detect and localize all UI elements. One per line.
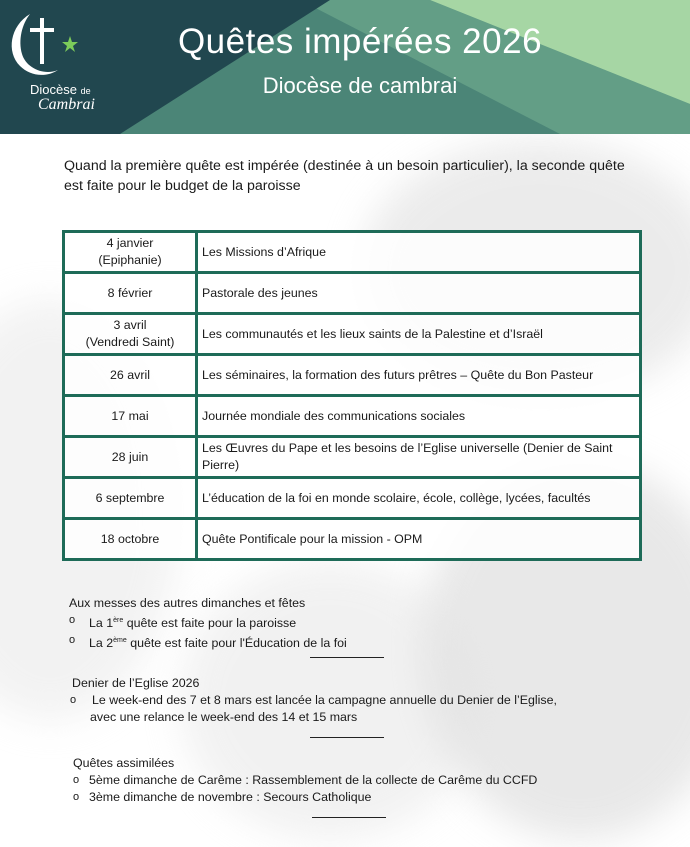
logo-city: Cambrai	[38, 96, 95, 113]
purpose-cell: Les Missions d’Afrique	[202, 244, 326, 259]
date-cell: 18 octobre	[65, 520, 198, 558]
list-item: o 3ème dimanche de novembre : Secours Catholique	[73, 790, 372, 804]
list-item: o La 2ème quête est faite pour l'Éducation de la foi	[69, 634, 347, 650]
date-cell: 4 janvier (Epiphanie)	[65, 233, 198, 271]
bullet-icon: o	[73, 791, 80, 803]
list-item: o 5ème dimanche de Carême : Rassemblement de la collecte de Carême du CCFD	[73, 773, 538, 787]
quetes-table	[62, 230, 642, 561]
assimilees-section	[73, 755, 653, 806]
purpose-cell: Pastorale des jeunes	[202, 285, 318, 300]
bullet-icon: o	[69, 614, 76, 626]
list-item: o La 1ère quête est faite pour la paroisse	[69, 614, 297, 630]
date-cell: 8 février	[65, 274, 198, 312]
table-row	[65, 397, 639, 438]
date-cell: 26 avril	[65, 356, 198, 394]
purpose-cell: Quête Pontificale pour la mission - OPM	[202, 531, 423, 546]
denier-section	[72, 675, 652, 726]
date-cell: 28 juin	[65, 438, 198, 476]
section-heading: Denier de l’Eglise 2026	[72, 676, 200, 690]
purpose-cell: Journée mondiale des communications sociales	[202, 408, 466, 423]
table-row	[65, 520, 639, 558]
section-heading: Aux messes des autres dimanches et fêtes	[69, 596, 306, 610]
page-title: Quêtes impérées 2026	[177, 22, 543, 61]
list-item: o Le week-end des 7 et 8 mars est lancée la campagne annuelle du Denier de l’Eglise,	[70, 693, 557, 707]
table-row	[65, 356, 639, 397]
purpose-cell: Les communautés et les lieux saints de la Palestine et d’Israël	[202, 326, 543, 341]
bullet-icon: o	[70, 694, 77, 706]
list-item-continuation: avec une relance le week-end des 14 et 15 mars	[90, 710, 358, 724]
separator-line	[310, 737, 384, 738]
table-row	[65, 479, 639, 520]
date-cell: 17 mai	[65, 397, 198, 435]
bullet-icon: o	[73, 774, 80, 786]
page-subtitle: Diocèse de cambrai	[262, 73, 458, 98]
table-row	[65, 233, 639, 274]
star-icon	[62, 36, 78, 52]
banner-background	[0, 0, 690, 134]
table-row	[65, 315, 639, 356]
intro-paragraph: Quand la première quête est impérée (destinée à un besoin particulier), la seconde quête est faite pour le budget de la paroisse	[64, 158, 625, 194]
separator-line	[310, 657, 384, 658]
separator-line	[312, 817, 386, 818]
date-cell: 6 septembre	[65, 479, 198, 517]
purpose-cell: Les séminaires, la formation des futurs prêtres – Quête du Bon Pasteur	[202, 367, 594, 382]
header-banner	[0, 0, 690, 134]
other-sundays-section	[69, 595, 629, 652]
logo-wordmark: Diocèse de	[30, 82, 91, 97]
table-row	[65, 274, 639, 315]
purpose-cell: L’éducation de la foi en monde scolaire, école, collège, lycées, facultés	[202, 490, 591, 505]
purpose-cell: Les Œuvres du Pape et les besoins de l’Eglise universelle (Denier de Saint Pierre)	[202, 441, 613, 472]
table-row	[65, 438, 639, 479]
section-heading: Quêtes assimilées	[73, 756, 175, 770]
date-cell: 3 avril (Vendredi Saint)	[65, 315, 198, 353]
bullet-icon: o	[69, 634, 76, 646]
